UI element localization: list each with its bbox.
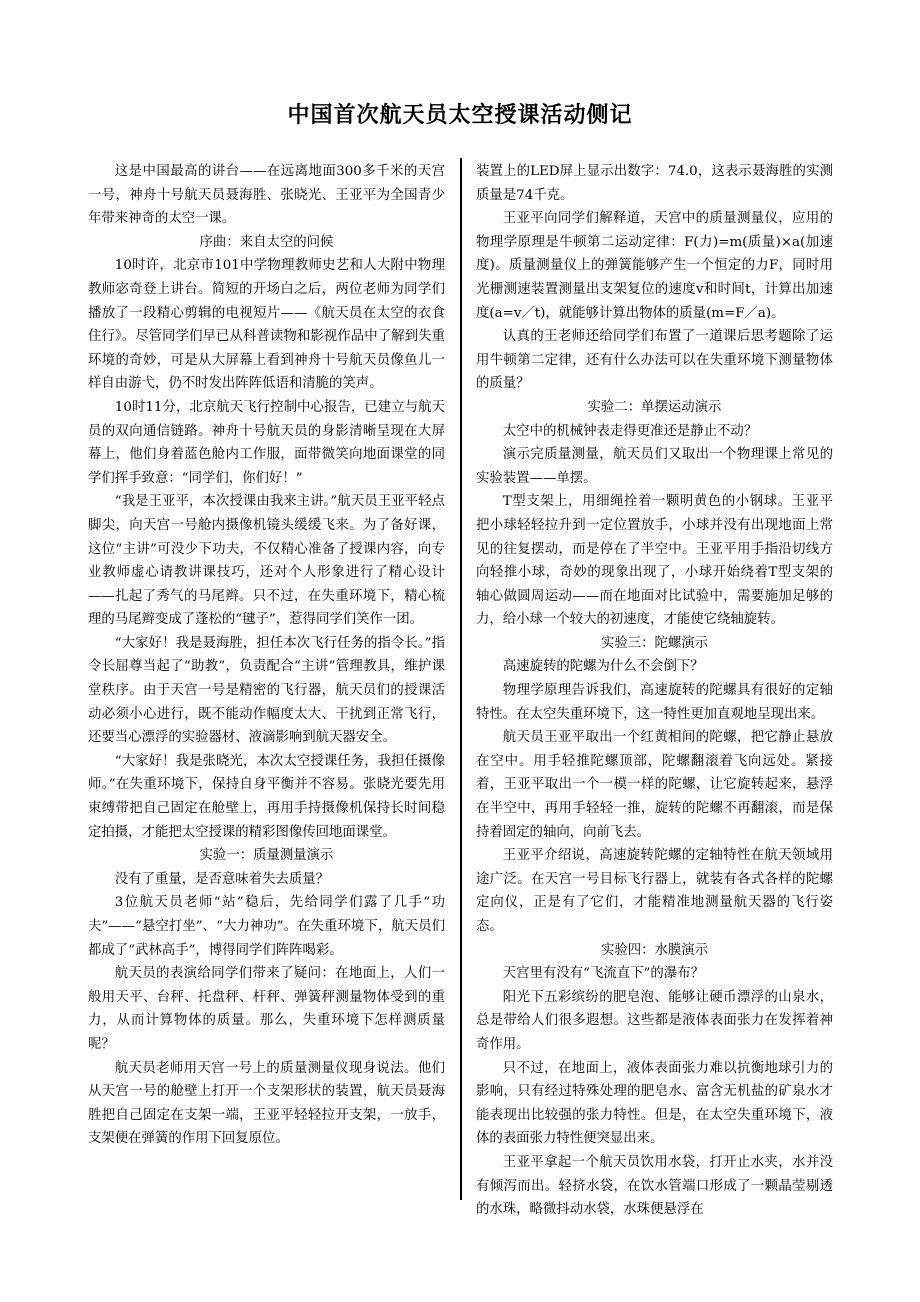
paragraph: “大家好！我是聂海胜，担任本次飞行任务的指令长。”指令长屈尊当起了“助教”，负责配合“主讲”管理教具，维护课堂秩序。由于天宫一号是精密的飞行器，航天员们的授课活动必须小心进行，既不能动作幅度太大、干扰到正常飞行，还要当心漂浮的实验器材、液滴影响到航天器安全。 [88, 635, 445, 746]
paragraph: 王亚平拿起一个航天员饮用水袋，打开止水夹，水并没有倾泻而出。轻挤水袋，在饮水管端口形成了一颗晶莹剔透的水珠，略微抖动水袋，水珠便悬浮在 [476, 1154, 833, 1218]
paragraph: 演示完质量测量，航天员们又取出一个物理课上常见的实验装置——单摆。 [476, 447, 833, 486]
paragraph: 航天员王亚平取出一个红黄相间的陀螺，把它静止悬放在空中。用手轻推陀螺顶部，陀螺翻滚着飞向远处。紧接着，王亚平取出一个一模一样的陀螺，让它旋转起来，悬浮在半空中，再用手轻轻一推，旋转的陀螺不再翻滚，而是保持着固定的轴向，向前飞去。 [476, 730, 833, 840]
left-column [88, 160, 445, 1151]
section-heading: 实验四：水膜演示 [600, 942, 709, 958]
paragraph: 10时许，北京市101中学物理教师史艺和人大附中物理教师宓奇登上讲台。简短的开场白之后，两位老师为同学们播放了一段精心剪辑的电视短片——《航天员在太空的衣食住行》。尽管同学们早已从科普读物和影视作品中了解到失重环境的奇妙，可是从大屏幕上看到神舟十号航天员像鱼儿一样自由游弋，仍不时发出阵阵低语和清脆的笑声。 [88, 258, 445, 392]
paragraph: 这是中国最高的讲台——在远离地面300多千米的天宫一号，神舟十号航天员聂海胜、张晓光、王亚平为全国青少年带来神奇的太空一课。 [88, 164, 445, 227]
paragraph: T型支架上，用细绳拴着一颗明黄色的小钢球。王亚平把小球轻轻拉升到一定位置放手，小球并没有出现地面上常见的往复摆动，而是停在了半空中。王亚平用手指沿切线方向轻推小球，奇妙的现象出现了，小球开始绕着T型支架的轴心做圆周运动——而在地面对比试验中，需要施加足够的力，给小球一个较大的初速度，才能使它绕轴旋转。 [476, 494, 833, 628]
paragraph: 装置上的LED屏上显示出数字：74.0，这表示聂海胜的实测质量是74千克。 [476, 164, 833, 203]
paragraph: 没有了重量，是否意味着失去质量？ [114, 871, 330, 887]
paragraph: “大家好！我是张晓光，本次太空授课任务，我担任摄像师。”在失重环境下，保持自身平衡并不容易。张晓光要先用束缚带把自己固定在舱壁上，再用手持摄像机保持长时间稳定拍摄，才能把太空授课的精彩图像传回地面课堂。 [88, 753, 445, 840]
paragraph: 10时11分，北京航天飞行控制中心报告，已建立与航天员的双向通信链路。神舟十号航天员的身影清晰呈现在大屏幕上，他们身着蓝色舱内工作服，面带微笑向地面课堂的同学们挥手致意：“同学们，你们好！” [88, 399, 445, 486]
section-heading: 实验二：单摆运动演示 [587, 399, 722, 415]
paragraph: 高速旋转的陀螺为什么不会倒下？ [502, 659, 704, 675]
paragraph: 认真的王老师还给同学们布置了一道课后思考题除了运用牛顿第二定律，还有什么办法可以在失重环境下测量物体的质量？ [476, 329, 833, 392]
page-title: 中国首次航天员太空授课活动侧记 [287, 103, 633, 128]
paragraph: 3位航天员老师“站”稳后，先给同学们露了几手“功夫”——“悬空打坐”、“大力神功”。在失重环境下，航天员们都成了“武林高手”，博得同学们阵阵喝彩。 [88, 895, 445, 958]
paragraph: “我是王亚平，本次授课由我来主讲。”航天员王亚平轻点脚尖，向天宫一号舱内摄像机镜头缓缓飞来。为了备好课，这位“主讲”可没少下功夫，不仅精心准备了授课内容，向专业教师虚心请教讲课技巧，还对个人形象进行了精心设计——扎起了秀气的马尾辫。只不过，在失重环境下，精心梳理的马尾辫变成了蓬松的“毽子”，惹得同学们笑作一团。 [88, 494, 445, 628]
column-divider [460, 158, 462, 1200]
paragraph: 航天员老师用天宫一号上的质量测量仪现身说法。他们从天宫一号的舱壁上打开一个支架形状的装置，航天员聂海胜把自己固定在支架一端，王亚平轻轻拉开支架，一放手，支架便在弹簧的作用下回复原位。 [88, 1060, 445, 1147]
paragraph: 王亚平向同学们解释道，天宫中的质量测量仪，应用的物理学原理是牛顿第二运动定律：F(力)=m(质量)×a(加速度)。质量测量仪上的弹簧能够产生一个恒定的力F，同时用光栅测速装置测量出支架复位的速度v和时间t，计算出加速度(a=v／t)，就能够计算出物体的质量(m=F／a)。 [476, 211, 833, 321]
section-heading: 序曲：来自太空的问候 [199, 234, 334, 250]
paragraph: 阳光下五彩缤纷的肥皂泡、能够让硬币漂浮的山泉水，总是带给人们很多遐想。这些都是液体表面张力在发挥着神奇作用。 [476, 989, 833, 1052]
paragraph: 太空中的机械钟表走得更准还是静止不动？ [502, 423, 758, 439]
paragraph: 王亚平介绍说，高速旋转陀螺的定轴特性在航天领域用途广泛。在天宫一号目标飞行器上，就装有各式各样的陀螺定向仪，正是有了它们，才能精准地测量航天器的飞行姿态。 [476, 848, 833, 934]
paragraph: 物理学原理告诉我们，高速旋转的陀螺具有很好的定轴特性。在太空失重环境下，这一特性更加直观地呈现出来。 [476, 683, 833, 722]
paragraph: 航天员的表演给同学们带来了疑问：在地面上，人们一般用天平、台秤、托盘秤、杆秤、弹簧秤测量物体受到的重力，从而计算物体的质量。那么，失重环境下怎样测质量呢？ [88, 966, 445, 1052]
paragraph: 只不过，在地面上，液体表面张力难以抗衡地球引力的影响，只有经过特殊处理的肥皂水、富含无机盐的矿泉水才能表现出比较强的张力特性。但是，在太空失重环境下，液体的表面张力特性便突显出来。 [476, 1060, 833, 1147]
section-heading: 实验一：质量测量演示 [199, 848, 334, 864]
section-heading: 实验三：陀螺演示 [600, 635, 709, 651]
right-column [476, 160, 833, 1222]
paragraph: 天宫里有没有“飞流直下”的瀑布？ [502, 966, 704, 982]
